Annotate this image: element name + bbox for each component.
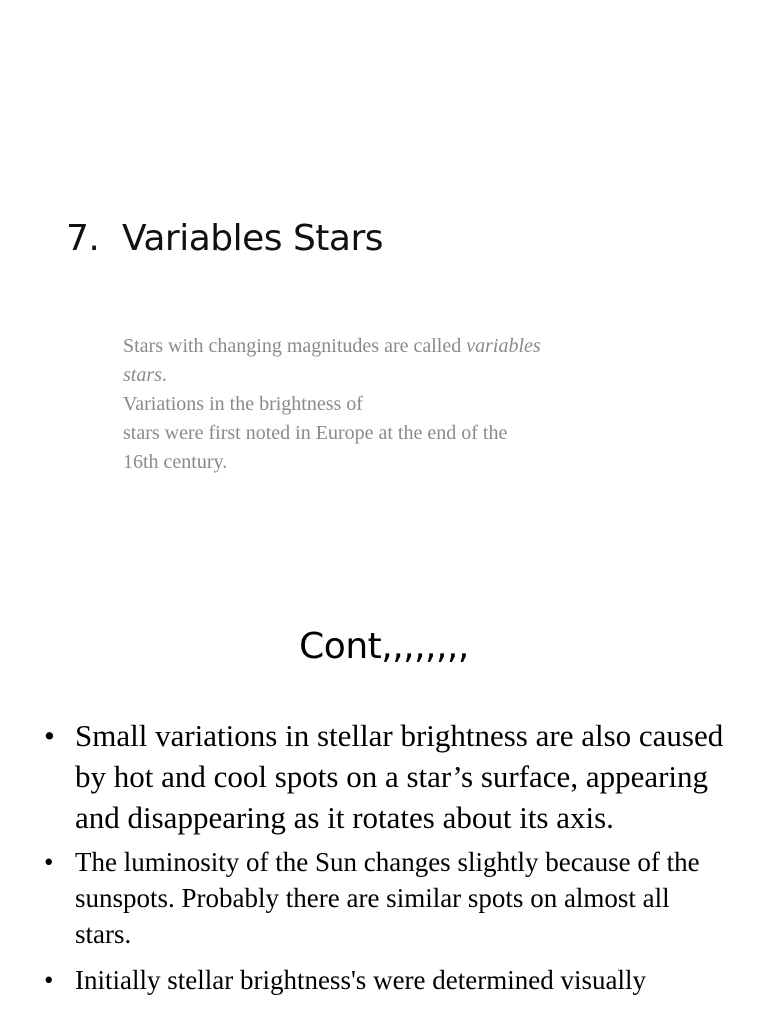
body-line-2-text: . (161, 364, 167, 386)
bullet-text: The luminosity of the Sun changes slightly because of the sunspots. Probably there are similar spots on almost all stars. (75, 847, 700, 949)
bullet-text: Initially stellar brightness's were determined visually (75, 965, 646, 995)
bullet-item (0, 715, 768, 838)
body-line-1 (123, 332, 633, 361)
body-line-2-italic: stars (123, 364, 162, 386)
slide-cont (0, 576, 768, 1024)
bullet-icon: • (44, 718, 55, 753)
slide-title: Cont,,,,,,,, (299, 626, 469, 667)
bullet-text: Small variations in stellar brightness are also caused by hot and cool spots on a star’s surface, appearing and disappearing as it rotates about its axis. (75, 718, 724, 835)
body-line-5: 16th century. (123, 451, 228, 473)
bullet-list (0, 715, 768, 998)
bullet-icon: • (44, 847, 54, 877)
body-line-1-italic: variables (466, 335, 541, 357)
slide-body-text (123, 332, 633, 477)
slide-title (66, 218, 383, 259)
title-number: 7. (66, 218, 100, 259)
body-line-1-text: Stars with changing magnitudes are called (123, 335, 467, 357)
body-line-2 (123, 361, 633, 390)
body-line-3: Variations in the brightness of (123, 393, 363, 415)
body-line-4: stars were first noted in Europe at the end of the (123, 422, 508, 444)
bullet-icon: • (44, 965, 54, 995)
bullet-item (0, 844, 768, 952)
title-text: Variables Stars (122, 218, 384, 259)
bullet-item (0, 962, 768, 998)
